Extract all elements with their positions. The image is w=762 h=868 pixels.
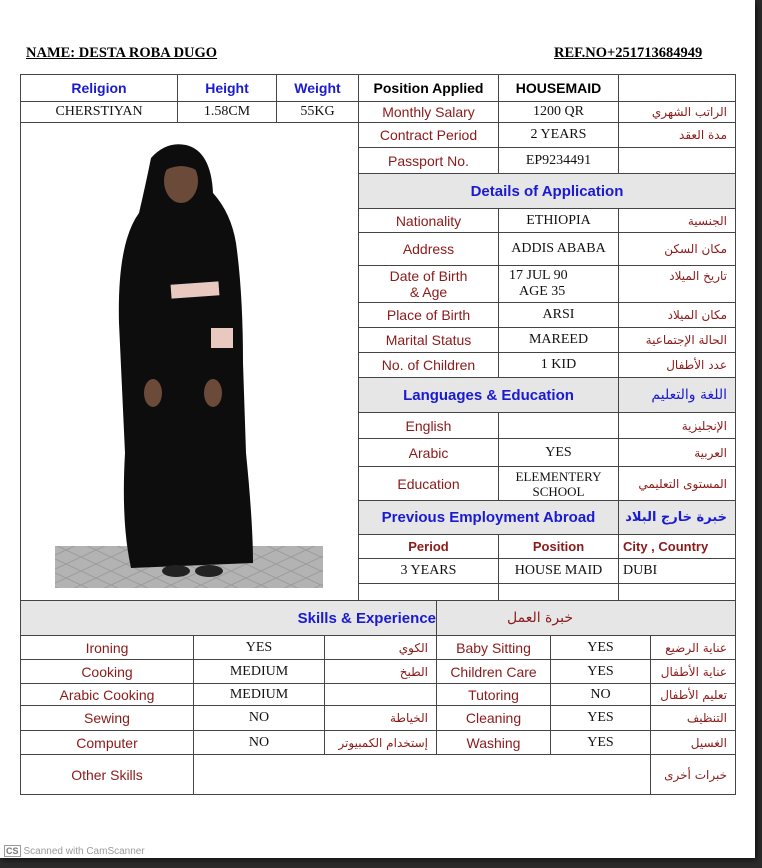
height-value: 1.58CM (178, 102, 277, 123)
dob-age: AGE 35 (519, 284, 566, 299)
reference-number: REF.NO+251713684949 (554, 45, 703, 61)
skill-babysitting-value: YES (551, 636, 651, 660)
skill-cooking-value: MEDIUM (194, 660, 325, 684)
skill-sewing-label: Sewing (21, 706, 194, 731)
skill-childrencare-label: Children Care (437, 660, 551, 684)
camscanner-text: Scanned with CamScanner (23, 846, 145, 857)
pob-arabic: مكان الميلاد (619, 303, 736, 328)
other-skills-arabic: خبرات أخرى (651, 755, 736, 795)
skill-row (21, 706, 736, 731)
english-arabic: الإنجليزية (619, 413, 736, 439)
passport-arabic (619, 148, 736, 174)
skill-ironing-label: Ironing (21, 636, 194, 660)
dob-label (359, 266, 499, 303)
marital-arabic: الحالة الإجتماعية (619, 328, 736, 353)
religion-value: CHERSTIYAN (21, 102, 178, 123)
education-value-line2: SCHOOL (532, 483, 585, 499)
camscanner-logo-icon: CS (6, 846, 19, 856)
skill-babysitting-label: Baby Sitting (437, 636, 551, 660)
weight-header: Weight (277, 75, 359, 102)
salary-label: Monthly Salary (359, 102, 499, 123)
employment-section-title: Previous Employment Abroad (359, 501, 619, 535)
children-value: 1 KID (499, 353, 619, 378)
education-value (499, 467, 619, 501)
skill-computer-value: NO (194, 731, 325, 755)
dob-value (499, 266, 619, 303)
english-value (499, 413, 619, 439)
dob-arabic: تاريخ الميلاد (619, 266, 736, 303)
employment-position-header: Position (499, 535, 619, 559)
other-skills-label: Other Skills (21, 755, 194, 795)
applicant-name: NAME: DESTA ROBA DUGO (26, 45, 218, 61)
arabic-arabic: العربية (619, 439, 736, 467)
dob-label-line2: & Age (409, 284, 448, 300)
english-label: English (359, 413, 499, 439)
skill-cleaning-value: YES (551, 706, 651, 731)
nationality-label: Nationality (359, 209, 499, 233)
skills-section-arabic: خبرة العمل (437, 601, 736, 636)
skills-table (20, 600, 736, 795)
employment-city-value: DUBI (619, 559, 736, 584)
languages-section-arabic: اللغة والتعليم (619, 378, 736, 413)
arabic-value: YES (499, 439, 619, 467)
marital-label: Marital Status (359, 328, 499, 353)
skill-row (21, 660, 736, 684)
applicant-photo (20, 123, 359, 600)
skill-sewing-value: NO (194, 706, 325, 731)
dob-date: 17 JUL 90 (509, 268, 568, 283)
skill-cleaning-arabic: التنظيف (651, 706, 736, 731)
skill-tutoring-label: Tutoring (437, 684, 551, 706)
period-header: Period (359, 535, 499, 559)
skill-childrencare-value: YES (551, 660, 651, 684)
education-label: Education (359, 467, 499, 501)
arabic-label: Arabic (359, 439, 499, 467)
skill-washing-value: YES (551, 731, 651, 755)
skill-washing-arabic: الغسيل (651, 731, 736, 755)
employment-period-value: 3 YEARS (359, 559, 499, 584)
weight-value: 55KG (277, 102, 359, 123)
skill-cooking-label: Cooking (21, 660, 194, 684)
skill-ironing-arabic: الكوي (325, 636, 437, 660)
skill-arabiccooking-value: MEDIUM (194, 684, 325, 706)
skill-arabiccooking-label: Arabic Cooking (21, 684, 194, 706)
skill-computer-label: Computer (21, 731, 194, 755)
pob-value: ARSI (499, 303, 619, 328)
skill-cooking-arabic: الطبخ (325, 660, 437, 684)
nationality-value: ETHIOPIA (499, 209, 619, 233)
application-table (358, 74, 736, 602)
personal-table (20, 74, 359, 123)
education-value-line1: ELEMENTERY (515, 468, 602, 484)
skills-section-title: Skills & Experience (21, 601, 437, 636)
contract-value: 2 YEARS (499, 123, 619, 148)
contract-arabic: مدة العقد (619, 123, 736, 148)
skill-row (21, 636, 736, 660)
skill-sewing-arabic: الخياطة (325, 706, 437, 731)
skill-row (21, 684, 736, 706)
skill-babysitting-arabic: عناية الرضيع (651, 636, 736, 660)
skill-childrencare-arabic: عناية الأطفال (651, 660, 736, 684)
skill-ironing-value: YES (194, 636, 325, 660)
marital-value: MAREED (499, 328, 619, 353)
religion-header: Religion (21, 75, 178, 102)
salary-arabic: الراتب الشهري (619, 102, 736, 123)
skill-cleaning-label: Cleaning (437, 706, 551, 731)
contract-label: Contract Period (359, 123, 499, 148)
address-value: ADDIS ABABA (499, 233, 619, 266)
children-label: No. of Children (359, 353, 499, 378)
position-value: HOUSEMAID (499, 75, 619, 102)
skill-washing-label: Washing (437, 731, 551, 755)
skill-tutoring-value: NO (551, 684, 651, 706)
address-arabic: مكان السكن (619, 233, 736, 266)
height-header: Height (178, 75, 277, 102)
employment-position-value: HOUSE MAID (499, 559, 619, 584)
languages-section-title: Languages & Education (359, 378, 619, 413)
passport-value: EP9234491 (499, 148, 619, 174)
skill-computer-arabic: إستخدام الكمبيوتر (325, 731, 437, 755)
camscanner-watermark (4, 845, 145, 857)
nationality-arabic: الجنسية (619, 209, 736, 233)
address-label: Address (359, 233, 499, 266)
employment-empty-cell (359, 584, 499, 602)
skill-tutoring-arabic: تعليم الأطفال (651, 684, 736, 706)
skill-row (21, 731, 736, 755)
education-arabic: المستوى التعليمي (619, 467, 736, 501)
dob-label-line1: Date of Birth (389, 268, 468, 284)
passport-label: Passport No. (359, 148, 499, 174)
application-section-title: Details of Application (359, 174, 736, 209)
city-country-header: City , Country (619, 535, 736, 559)
salary-value: 1200 QR (499, 102, 619, 123)
other-skills-value (194, 755, 651, 795)
children-arabic: عدد الأطفال (619, 353, 736, 378)
photo-figure (21, 123, 359, 600)
employment-section-arabic: خبرة خارج البلاد (619, 501, 736, 535)
position-label: Position Applied (359, 75, 499, 102)
skill-arabiccooking-arabic (325, 684, 437, 706)
pob-label: Place of Birth (359, 303, 499, 328)
